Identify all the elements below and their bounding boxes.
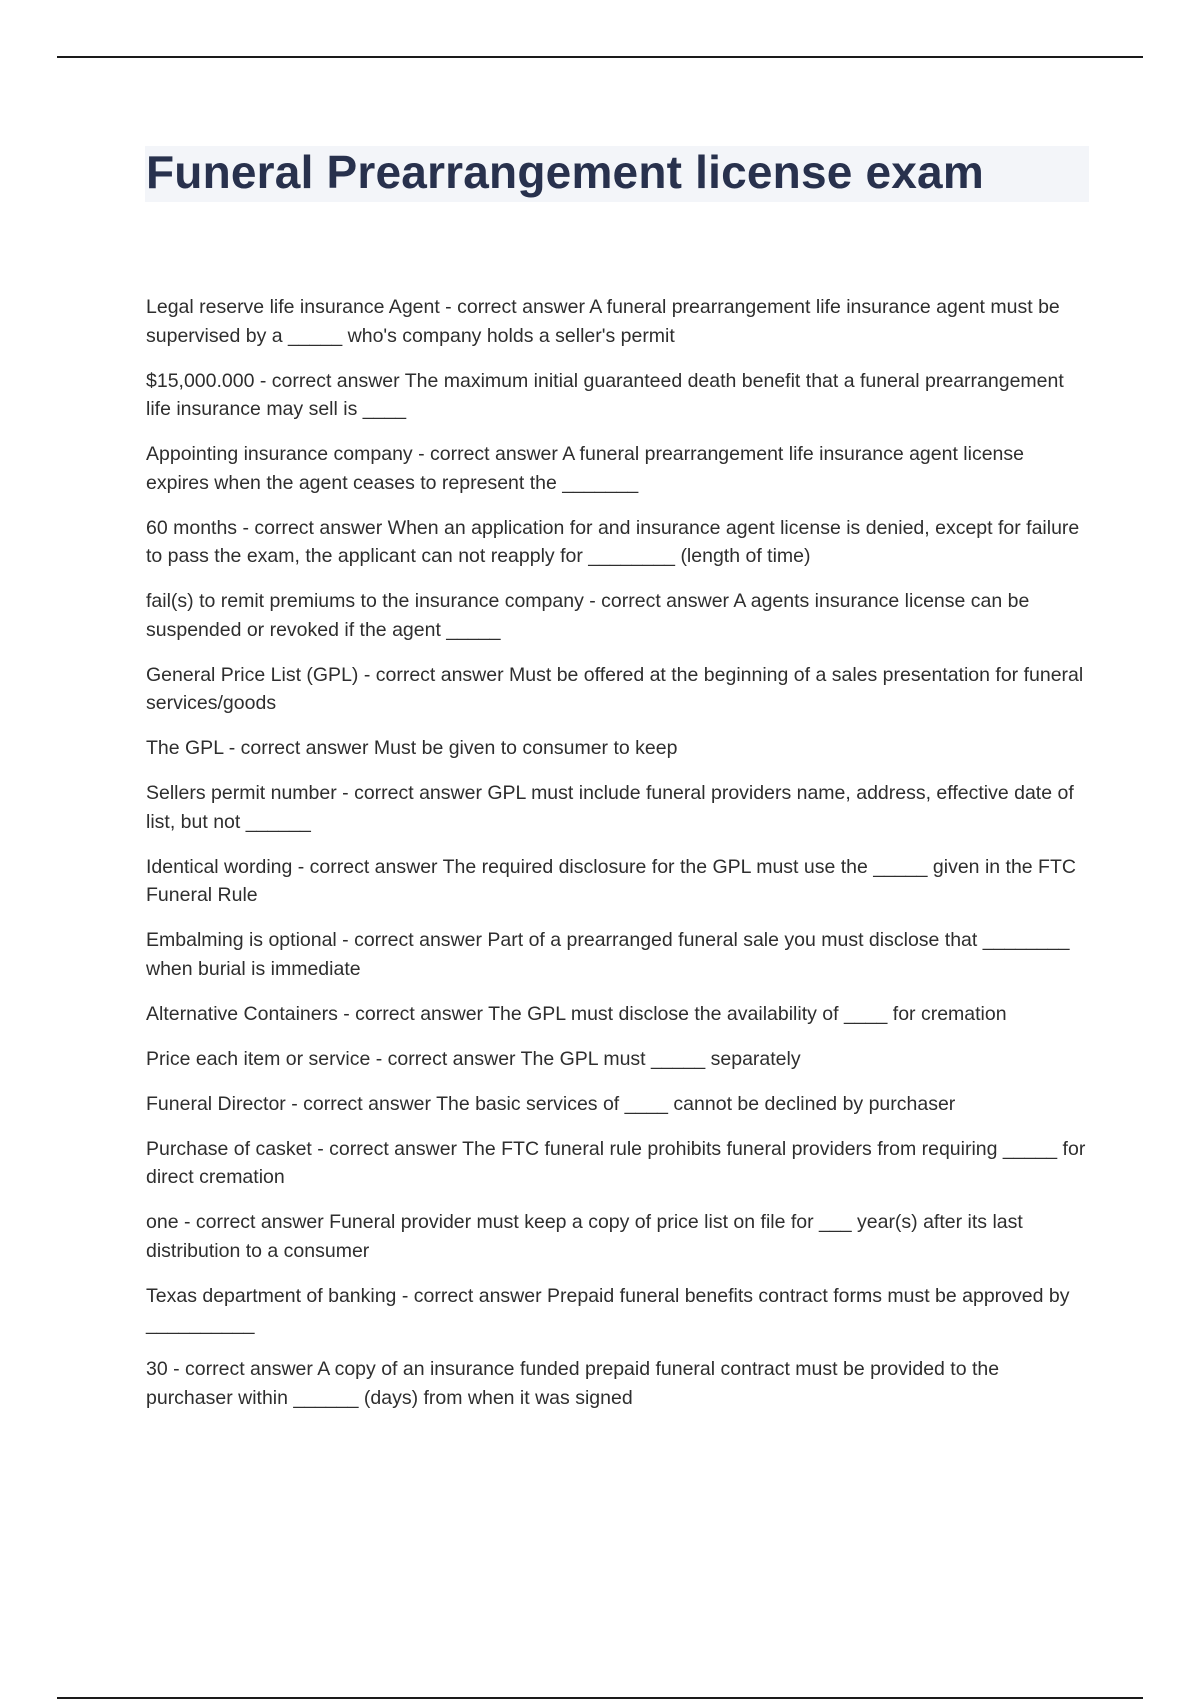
top-rule xyxy=(57,56,1143,58)
question-answer-list xyxy=(146,293,1086,1429)
qa-item: Identical wording - correct answer The required disclosure for the GPL must use the _____ given in the FTC Funeral Rule xyxy=(146,855,1076,906)
qa-item: Alternative Containers - correct answer The GPL must disclose the availability of ____ for cremation xyxy=(146,1002,1007,1025)
qa-item: Appointing insurance company - correct answer A funeral prearrangement life insurance agent license expires when the agent ceases to represent the _______ xyxy=(146,443,1024,494)
qa-item: Sellers permit number - correct answer GPL must include funeral providers name, address, effective date of list, but not ______ xyxy=(146,782,1074,833)
document-title: Funeral Prearrangement license exam xyxy=(146,146,984,198)
qa-item: fail(s) to remit premiums to the insurance company - correct answer A agents insurance license can be suspended or revoked if the agent _____ xyxy=(146,590,1030,641)
qa-item: one - correct answer Funeral provider must keep a copy of price list on file for ___ year(s) after its last distribution to a consumer xyxy=(146,1211,1023,1262)
qa-item: Funeral Director - correct answer The basic services of ____ cannot be declined by purchaser xyxy=(146,1092,956,1115)
qa-item: Price each item or service - correct answer The GPL must _____ separately xyxy=(146,1047,801,1070)
qa-item: Purchase of casket - correct answer The FTC funeral rule prohibits funeral providers from requiring _____ for direct cremation xyxy=(146,1137,1086,1188)
qa-item: $15,000.000 - correct answer The maximum initial guaranteed death benefit that a funeral prearrangement life insurance may sell is ____ xyxy=(146,369,1064,420)
qa-item: Embalming is optional - correct answer Part of a prearranged funeral sale you must disclose that ________ when burial is immediate xyxy=(146,929,1070,980)
qa-item: 30 - correct answer A copy of an insurance funded prepaid funeral contract must be provided to the purchaser within ______ (days) from when it was signed xyxy=(146,1358,1000,1409)
qa-item: The GPL - correct answer Must be given to consumer to keep xyxy=(146,737,678,759)
bottom-rule xyxy=(57,1697,1143,1699)
qa-item: Texas department of banking - correct answer Prepaid funeral benefits contract forms must be approved by __________ xyxy=(146,1284,1070,1335)
qa-item: Legal reserve life insurance Agent - correct answer A funeral prearrangement life insurance agent must be supervised by a _____ who's company holds a seller's permit xyxy=(146,296,1060,347)
qa-item: General Price List (GPL) - correct answer Must be offered at the beginning of a sales presentation for funeral services/goods xyxy=(146,663,1084,714)
qa-item: 60 months - correct answer When an application for and insurance agent license is denied, except for failure to pass the exam, the applicant can not reapply for ________ (length of time) xyxy=(146,516,1080,567)
